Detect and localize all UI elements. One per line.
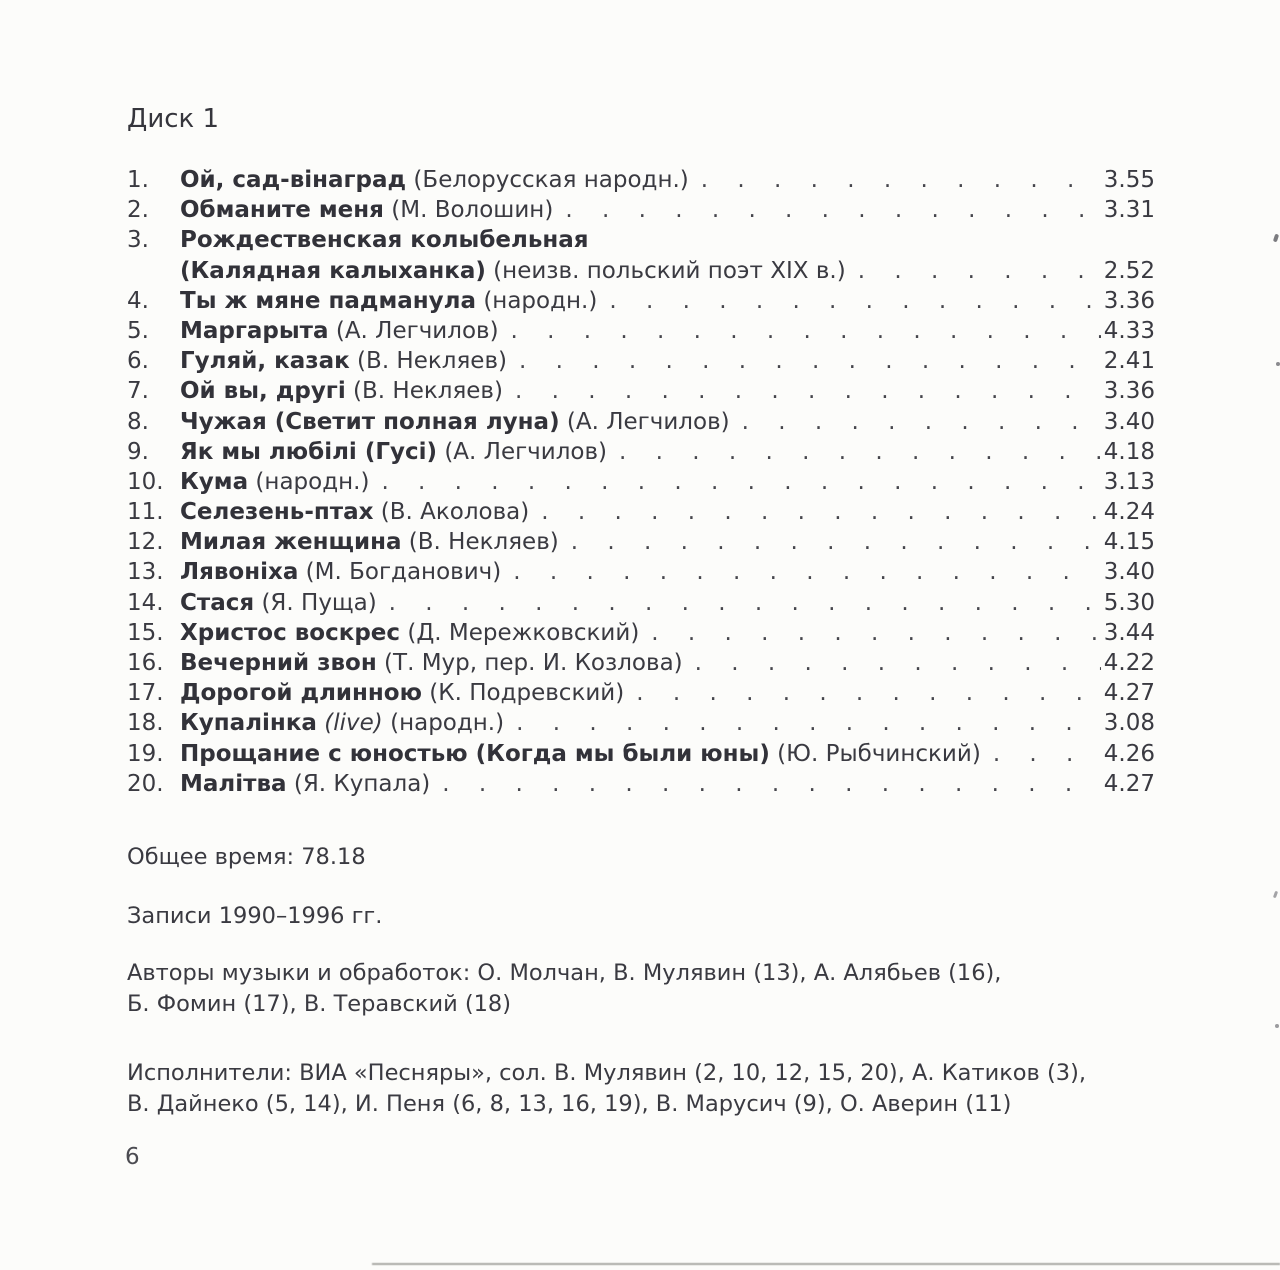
track-credit: (В. Некляев) xyxy=(345,378,503,405)
track-number: 5. xyxy=(127,317,149,344)
track-credit: (К. Подревский) xyxy=(421,680,625,707)
track-time: 3.13 xyxy=(1103,468,1155,495)
dot-leader xyxy=(389,590,1101,616)
dot-leader xyxy=(571,529,1101,555)
track-text xyxy=(180,741,981,767)
live-note: (live) xyxy=(316,710,383,737)
track-title: Христос воскрес xyxy=(180,619,401,646)
track-text xyxy=(180,499,529,525)
track-text xyxy=(180,529,559,555)
dot-leader xyxy=(541,499,1101,525)
track-credit: (Т. Мур, пер. И. Козлова) xyxy=(376,650,683,676)
track-text xyxy=(180,288,597,314)
track-text xyxy=(180,620,639,646)
track-number: 19. xyxy=(127,740,164,767)
track-credit: (Я. Пуща) xyxy=(254,589,377,616)
dot-leader xyxy=(511,318,1101,344)
track-time: 4.27 xyxy=(1103,770,1155,797)
track-title: Стася xyxy=(180,589,255,616)
track-title: Прощание с юностью (Когда мы были юны) xyxy=(180,740,770,767)
track-title: Лявоніха xyxy=(180,559,299,586)
track-row xyxy=(127,469,1155,499)
dot-leader xyxy=(519,348,1101,374)
track-row xyxy=(127,650,1155,680)
track-credit: (народн.) xyxy=(382,710,505,737)
track-row xyxy=(127,409,1155,439)
track-number: 6. xyxy=(127,348,149,375)
track-title: Обманите меня xyxy=(180,197,384,224)
track-title: Рождественская колыбельная xyxy=(180,227,589,254)
track-row xyxy=(127,680,1155,710)
scan-artifact xyxy=(1276,362,1280,366)
track-row xyxy=(127,741,1155,771)
track-row xyxy=(127,771,1155,801)
disc-title: Диск 1 xyxy=(127,104,220,134)
track-title: Маргарыта xyxy=(180,317,329,344)
track-number: 15. xyxy=(127,619,164,646)
track-number: 18. xyxy=(127,710,164,737)
track-time: 3.08 xyxy=(1103,710,1155,737)
track-credit: (В. Аколова) xyxy=(373,499,530,526)
track-row xyxy=(127,620,1155,650)
performers xyxy=(127,1058,1155,1120)
music-authors xyxy=(127,958,1155,1020)
dot-leader xyxy=(695,650,1101,676)
track-time: 5.30 xyxy=(1103,589,1155,616)
track-number: 12. xyxy=(127,529,164,556)
track-title: Купалінка xyxy=(180,710,317,737)
track-time: 4.26 xyxy=(1103,740,1155,767)
track-title: Ой, сад-вінаград xyxy=(180,167,407,193)
track-title: Кума xyxy=(180,468,249,495)
track-row xyxy=(127,529,1155,559)
dot-leader xyxy=(442,771,1101,797)
track-time: 3.36 xyxy=(1103,378,1155,405)
track-number: 1. xyxy=(127,167,149,193)
track-title: (Калядная калыханка) xyxy=(180,257,486,284)
track-time: 2.52 xyxy=(1103,257,1155,284)
performers-line1: Исполнители: ВИА «Песняры», сол. В. Мулявин (2, 10, 12, 15, 20), А. Катиков (3), xyxy=(127,1059,1086,1086)
track-number: 9. xyxy=(127,438,149,465)
total-time: Общее время: 78.18 xyxy=(127,843,366,870)
track-row xyxy=(127,378,1155,408)
track-text xyxy=(180,559,501,585)
track-time: 3.44 xyxy=(1103,619,1155,646)
track-text xyxy=(180,590,377,616)
track-row xyxy=(127,499,1155,529)
dot-leader xyxy=(858,258,1101,284)
track-number: 13. xyxy=(127,559,164,586)
track-title: Чужая (Светит полная луна) xyxy=(180,408,560,435)
track-time: 3.40 xyxy=(1103,408,1155,435)
dot-leader xyxy=(651,620,1101,646)
track-number: 16. xyxy=(127,650,164,676)
track-time: 4.27 xyxy=(1103,680,1155,707)
track-credit: (М. Богданович) xyxy=(298,559,502,586)
track-credit: (М. Волошин) xyxy=(383,197,554,224)
track-credit: (народн.) xyxy=(248,468,370,495)
dot-leader xyxy=(565,197,1101,223)
track-text xyxy=(180,378,503,404)
track-text xyxy=(180,439,607,465)
track-title: Селезень-птах xyxy=(180,499,374,526)
track-credit: (В. Некляев) xyxy=(401,529,559,556)
track-number: 20. xyxy=(127,770,164,797)
track-time: 3.31 xyxy=(1103,197,1155,224)
track-text xyxy=(180,318,499,344)
track-text xyxy=(180,197,553,223)
track-number: 11. xyxy=(127,499,164,526)
track-text xyxy=(180,348,507,374)
track-text xyxy=(180,167,689,193)
track-title: Малітва xyxy=(180,770,287,797)
track-credit: (В. Некляев) xyxy=(349,348,507,375)
track-row xyxy=(127,288,1155,318)
recordings-years: Записи 1990–1996 гг. xyxy=(127,902,383,929)
track-number: 17. xyxy=(127,680,164,707)
track-time: 2.41 xyxy=(1103,348,1155,375)
track-text xyxy=(180,469,369,495)
track-credit: (Д. Мережковский) xyxy=(400,619,640,646)
track-text xyxy=(180,227,589,253)
footer-info xyxy=(127,842,1155,1120)
track-credit: (А. Легчилов) xyxy=(328,317,499,344)
track-row xyxy=(127,227,1155,257)
track-row xyxy=(127,197,1155,227)
track-credit: (Белорусская народн.) xyxy=(406,167,689,193)
track-row xyxy=(127,167,1155,197)
scan-edge-line xyxy=(372,1263,1280,1265)
track-row xyxy=(127,710,1155,740)
track-number: 3. xyxy=(127,227,149,254)
track-time: 4.24 xyxy=(1103,499,1155,526)
track-time: 4.15 xyxy=(1103,529,1155,556)
music-authors-line2: Б. Фомин (17), В. Теравский (18) xyxy=(127,990,512,1017)
dot-leader xyxy=(619,439,1101,465)
track-list xyxy=(127,167,1155,801)
track-title: Дорогой длинною xyxy=(180,680,422,707)
dot-leader xyxy=(381,469,1101,495)
booklet-page xyxy=(127,0,1155,1120)
dot-leader xyxy=(636,680,1101,706)
track-credit: (народн.) xyxy=(476,287,598,314)
music-authors-line1: Авторы музыки и обработок: О. Молчан, В. Мулявин (13), А. Алябьев (16), xyxy=(127,959,1002,986)
performers-line2: В. Дайнеко (5, 14), И. Пеня (6, 8, 13, 16, 19), В. Марусич (9), О. Аверин (11) xyxy=(127,1090,1012,1117)
track-row xyxy=(127,258,1155,288)
dot-leader xyxy=(701,167,1101,193)
track-credit: (неизв. польский поэт XIX в.) xyxy=(485,257,846,284)
page-number: 6 xyxy=(125,1144,140,1170)
track-time: 4.18 xyxy=(1103,438,1155,465)
track-title: Вечерний звон xyxy=(180,650,377,676)
track-text xyxy=(180,710,504,736)
dot-leader xyxy=(516,710,1101,736)
track-number: 8. xyxy=(127,408,149,435)
track-title: Ой вы, другі xyxy=(180,378,346,405)
track-text xyxy=(180,258,846,284)
track-title: Милая женщина xyxy=(180,529,402,556)
track-title: Гуляй, казак xyxy=(180,348,350,375)
track-row xyxy=(127,559,1155,589)
dot-leader xyxy=(609,288,1101,314)
track-credit: (Я. Купала) xyxy=(286,770,431,797)
track-row xyxy=(127,590,1155,620)
track-text xyxy=(180,650,683,676)
track-text xyxy=(180,409,730,435)
track-credit: (А. Легчилов) xyxy=(437,438,608,465)
track-credit: (Ю. Рыбчинский) xyxy=(769,740,981,767)
scan-artifact xyxy=(1273,891,1278,899)
track-time: 4.22 xyxy=(1103,650,1155,676)
track-time: 3.40 xyxy=(1103,559,1155,586)
track-row xyxy=(127,439,1155,469)
dot-leader xyxy=(993,741,1101,767)
track-time: 3.55 xyxy=(1103,167,1155,193)
track-number: 7. xyxy=(127,378,149,405)
track-number: 10. xyxy=(127,468,164,495)
track-title: Ты ж мяне падманула xyxy=(180,287,477,314)
scan-artifact xyxy=(1275,1024,1279,1028)
dot-leader xyxy=(513,559,1101,585)
track-time: 3.36 xyxy=(1103,287,1155,314)
dot-leader xyxy=(515,378,1101,404)
dot-leader xyxy=(742,409,1101,435)
track-text xyxy=(180,771,430,797)
track-number: 4. xyxy=(127,287,149,314)
track-title: Як мы любілі (Гусі) xyxy=(180,438,438,465)
track-row xyxy=(127,318,1155,348)
track-text xyxy=(180,680,624,706)
scan-artifact xyxy=(1273,234,1279,243)
track-time: 4.33 xyxy=(1103,317,1155,344)
track-row xyxy=(127,348,1155,378)
track-credit: (А. Легчилов) xyxy=(559,408,730,435)
track-number: 2. xyxy=(127,197,149,224)
track-number: 14. xyxy=(127,589,164,616)
